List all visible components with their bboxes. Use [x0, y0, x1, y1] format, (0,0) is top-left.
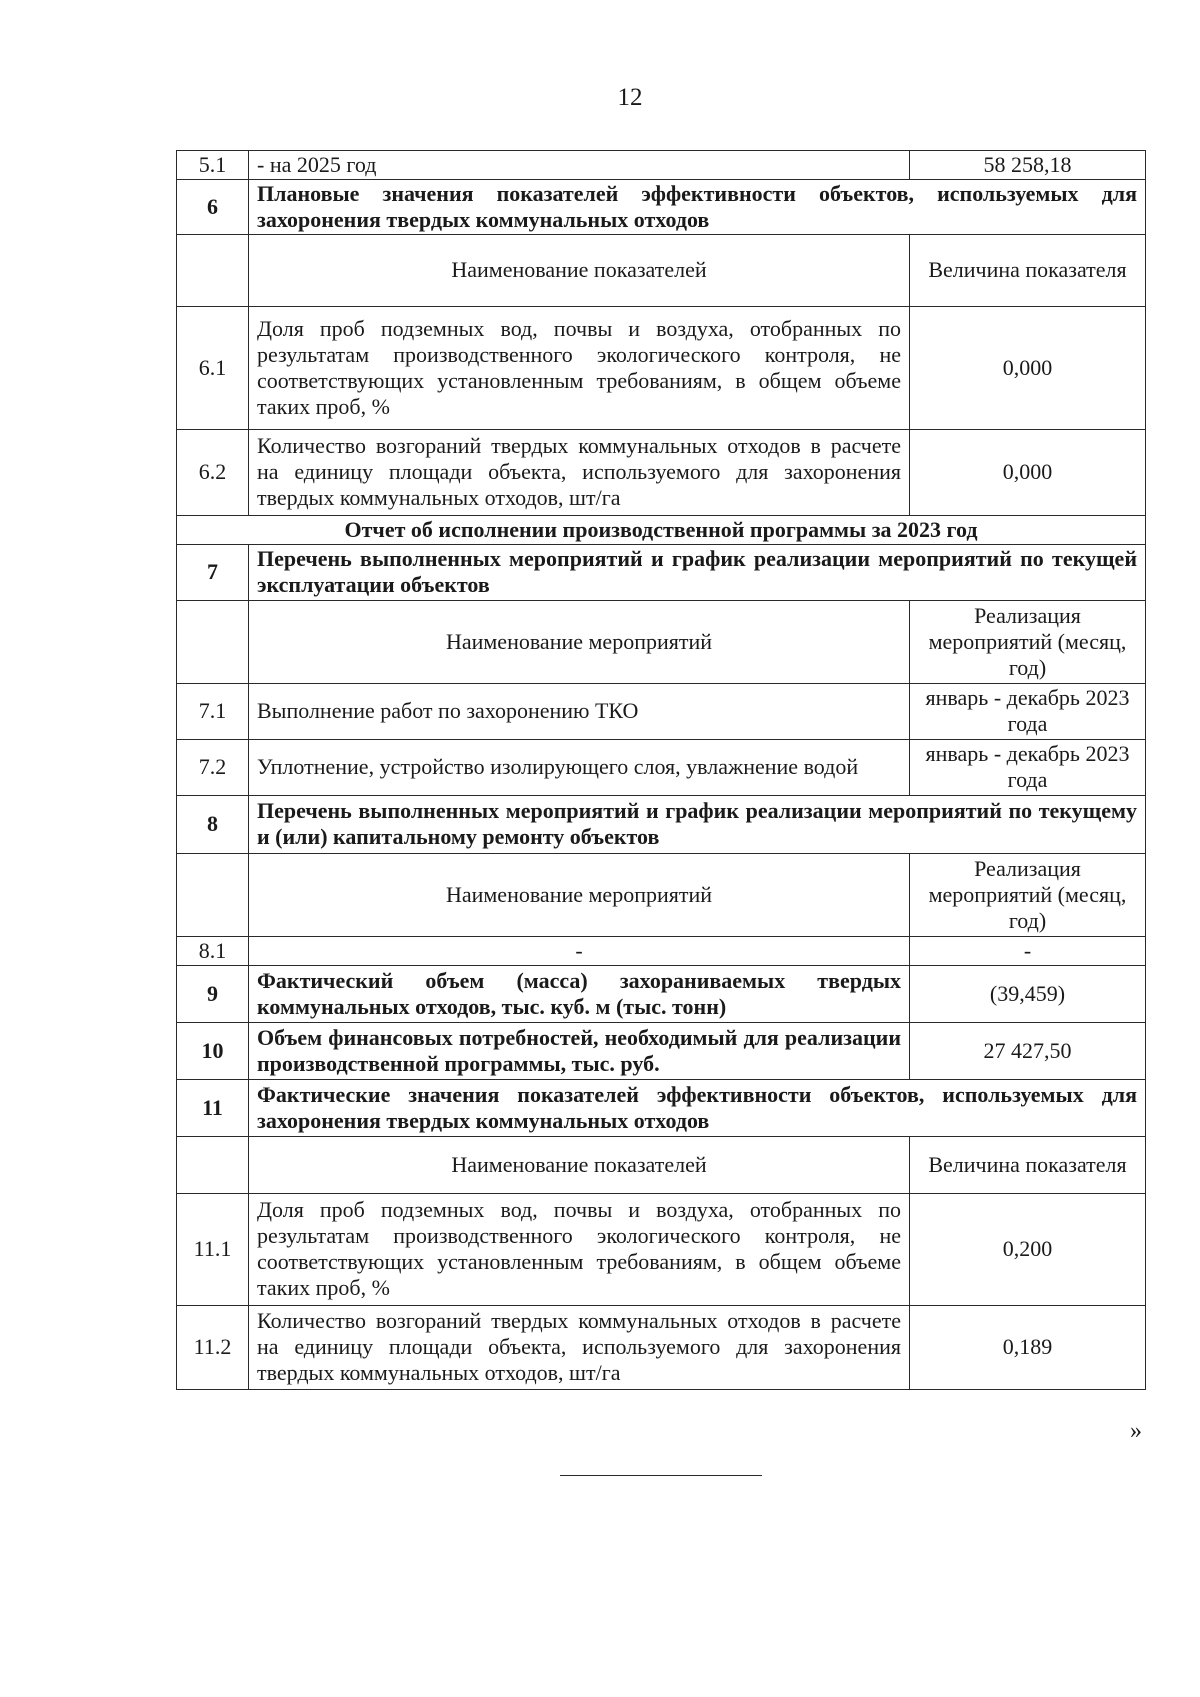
column-header-name: Наименование показателей: [249, 1136, 910, 1193]
row-value: 0,000: [910, 429, 1146, 515]
section-row: [177, 795, 1146, 853]
table-row: [177, 1193, 1146, 1305]
section-row: [177, 544, 1146, 600]
section-title: Фактические значения показателей эффективности объектов, используемых для захоронения твердых коммунальных отходов: [249, 1079, 1146, 1136]
row-number: 6.2: [177, 429, 249, 515]
table-row: [177, 1305, 1146, 1389]
table-row: [177, 151, 1146, 180]
column-header-value: Величина показателя: [910, 234, 1146, 306]
row-value: -: [910, 936, 1146, 965]
column-header-value: Реализация мероприятий (месяц, год): [910, 600, 1146, 683]
column-header-name: Наименование показателей: [249, 234, 910, 306]
row-number: 8.1: [177, 936, 249, 965]
section-number: 8: [177, 795, 249, 853]
section-row: [177, 179, 1146, 234]
row-text: - на 2025 год: [249, 151, 910, 180]
table-row: [177, 936, 1146, 965]
table-row: [177, 739, 1146, 795]
header-row: [177, 1136, 1146, 1193]
empty-cell: [177, 853, 249, 936]
row-text: Доля проб подземных вод, почвы и воздуха, отобранных по результатам производственного экологического контроля, не соответствующих установленным требованиям, в общем объеме таких проб, %: [249, 306, 910, 429]
closing-quote: »: [1130, 1418, 1142, 1444]
section-number: 6: [177, 179, 249, 234]
page-number: 12: [617, 84, 643, 111]
section-number: 7: [177, 544, 249, 600]
row-text: Объем финансовых потребностей, необходимый для реализации производственной программы, тыс. руб.: [249, 1022, 910, 1079]
row-text: Количество возгораний твердых коммунальных отходов в расчете на единицу площади объекта, используемого для захоронения твердых коммунальных отходов, шт/га: [249, 1305, 910, 1389]
row-value: 0,000: [910, 306, 1146, 429]
empty-cell: [177, 600, 249, 683]
section-title: Перечень выполненных мероприятий и график реализации мероприятий по текущей эксплуатации объектов: [249, 544, 1146, 600]
column-header-name: Наименование мероприятий: [249, 600, 910, 683]
production-program-table: [176, 150, 1146, 1390]
table-row: [177, 306, 1146, 429]
empty-cell: [177, 234, 249, 306]
report-heading-row: [177, 515, 1146, 544]
footer-divider: [560, 1475, 762, 1476]
row-number: 9: [177, 965, 249, 1022]
row-text: Доля проб подземных вод, почвы и воздуха, отобранных по результатам производственного экологического контроля, не соответствующих установленным требованиям, в общем объеме таких проб, %: [249, 1193, 910, 1305]
report-heading: Отчет об исполнении производственной программы за 2023 год: [177, 515, 1146, 544]
column-header-value: Реализация мероприятий (месяц, год): [910, 853, 1146, 936]
row-number: 11.1: [177, 1193, 249, 1305]
row-text: Количество возгораний твердых коммунальных отходов в расчете на единицу площади объекта, используемого для захоронения твердых коммунальных отходов, шт/га: [249, 429, 910, 515]
header-row: [177, 600, 1146, 683]
row-number: 7.1: [177, 683, 249, 739]
row-number: 6.1: [177, 306, 249, 429]
row-number: 7.2: [177, 739, 249, 795]
row-value: 0,200: [910, 1193, 1146, 1305]
section-title: Перечень выполненных мероприятий и график реализации мероприятий по текущему и (или) капитальному ремонту объектов: [249, 795, 1146, 853]
row-text: -: [249, 936, 910, 965]
table-row: [177, 1022, 1146, 1079]
row-value: январь - декабрь 2023 года: [910, 739, 1146, 795]
row-value: 58 258,18: [910, 151, 1146, 180]
row-text: Фактический объем (масса) захораниваемых твердых коммунальных отходов, тыс. куб. м (тыс. тонн): [249, 965, 910, 1022]
header-row: [177, 234, 1146, 306]
section-number: 11: [177, 1079, 249, 1136]
row-value: 27 427,50: [910, 1022, 1146, 1079]
row-value: 0,189: [910, 1305, 1146, 1389]
row-number: 11.2: [177, 1305, 249, 1389]
section-row: [177, 1079, 1146, 1136]
row-number: 5.1: [177, 151, 249, 180]
column-header-value: Величина показателя: [910, 1136, 1146, 1193]
table-row: [177, 429, 1146, 515]
section-title: Плановые значения показателей эффективности объектов, используемых для захоронения твердых коммунальных отходов: [249, 179, 1146, 234]
column-header-name: Наименование мероприятий: [249, 853, 910, 936]
table-row: [177, 683, 1146, 739]
header-row: [177, 853, 1146, 936]
row-number: 10: [177, 1022, 249, 1079]
row-value: январь - декабрь 2023 года: [910, 683, 1146, 739]
empty-cell: [177, 1136, 249, 1193]
table-row: [177, 965, 1146, 1022]
row-value: (39,459): [910, 965, 1146, 1022]
row-text: Уплотнение, устройство изолирующего слоя, увлажнение водой: [249, 739, 910, 795]
row-text: Выполнение работ по захоронению ТКО: [249, 683, 910, 739]
